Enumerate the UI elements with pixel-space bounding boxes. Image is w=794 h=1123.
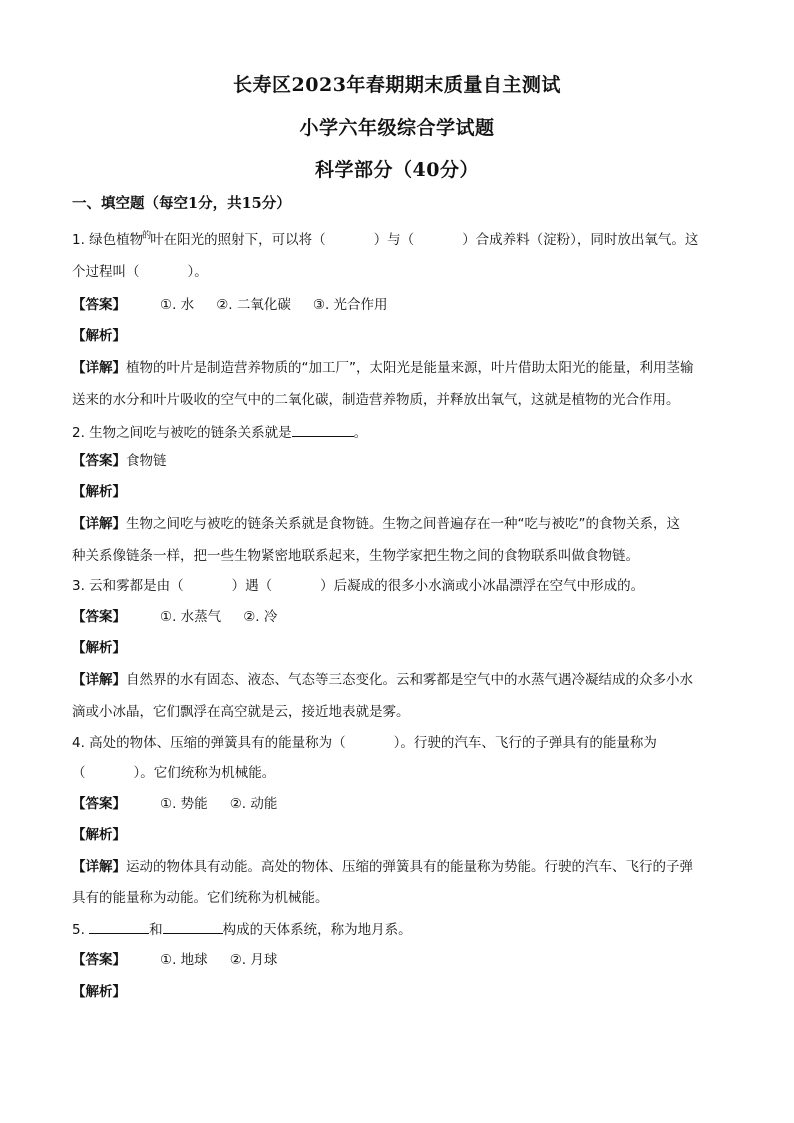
answer-option: ②. 二氧化碳 [216,297,291,313]
analysis-tag: 【解析】 [72,484,126,500]
question-3-analysis [72,638,126,658]
detail-tag: 【详解】 [72,516,126,532]
question-4-analysis [72,825,126,845]
section-title: 科学部分（40分） [315,159,479,181]
question-1-answer [72,295,388,315]
answer-tag: 【答案】 [72,952,126,968]
answer-option: ②. 冷 [243,609,278,625]
question-1-detail: 【详解】植物的叶片是制造营养物质的“加工厂”，太阳光是能量来源，叶片借助太阳光的能量，利用茎输 [72,360,694,376]
answer-option: ②. 动能 [229,796,278,812]
answer-option: ②. 月球 [229,952,278,968]
analysis-tag: 【解析】 [72,827,126,843]
section-heading: 一、填空题（每空1分，共15分） [72,195,291,212]
question-4-detail: 【详解】运动的物体具有动能。高处的物体、压缩的弹簧具有的能量称为势能。行驶的汽车、飞行的子弹 [72,859,693,875]
detail-tag: 【详解】 [72,859,126,875]
question-5-answer [72,950,277,970]
question-4-stem: 4. 高处的物体、压缩的弹簧具有的能量称为（ ）。行驶的汽车、飞行的子弹具有的能量称为 [72,735,657,751]
analysis-tag: 【解析】 [72,328,126,344]
detail-tag: 【详解】 [72,672,126,688]
question-1-stem-cont: 个过程叫（ ）。 [72,264,208,280]
question-4-answer [72,794,277,814]
answer-tag: 【答案】 [72,297,126,313]
exam-subtitle: 小学六年级综合学试题 [299,117,495,139]
question-3-detail: 【详解】自然界的水有固态、液态、气态等三态变化。云和雾都是空气中的水蒸气遇冷凝结成的众多小水 [72,672,693,688]
detail-tag: 【详解】 [72,360,126,376]
answer-option: 食物链 [126,453,167,469]
question-3-stem: 3. 云和雾都是由（ ）遇（ ）后凝成的很多小水滴或小冰晶漂浮在空气中形成的。 [72,578,645,594]
question-2-detail-cont: 种关系像链条一样，把一些生物紧密地联系起来，生物学家把生物之间的食物联系叫做食物链。 [72,548,639,564]
answer-option: ①. 地球 [160,952,208,968]
question-4-stem-cont: （ ）。它们统称为机械能。 [72,765,276,781]
question-2-analysis [72,482,126,502]
answer-option: ③. 光合作用 [312,297,388,313]
question-3-detail-cont: 滴或小冰晶，它们飘浮在高空就是云，接近地表就是雾。 [72,704,410,720]
answer-option: ①. 水蒸气 [160,609,222,625]
question-4-detail-cont: 具有的能量称为动能。它们统称为机械能。 [72,890,329,906]
analysis-tag: 【解析】 [72,984,126,1000]
analysis-tag: 【解析】 [72,640,126,656]
answer-tag: 【答案】 [72,609,126,625]
answer-tag: 【答案】 [72,796,126,812]
question-1-detail-cont: 送来的水分和叶片吸收的空气中的二氧化碳，制造营养物质，并释放出氧气，这就是植物的光合作用。 [72,392,680,408]
answer-option: ①. 水 [160,297,195,313]
answer-tag: 【答案】 [72,453,126,469]
question-1-stem: 1. 绿色植物$^的$叶在阳光的照射下，可以将（ ）与（ ）合成养料（淀粉），同时放出氧气。这 [72,231,699,248]
question-3-answer [72,607,277,627]
question-5-analysis [72,982,126,1002]
question-2-answer [72,451,167,471]
question-1-analysis [72,326,126,346]
exam-title: 长寿区2023年春期期末质量自主测试 [233,74,561,96]
question-2-stem: 2. 生物之间吃与被吃的链条关系就是 。 [72,422,367,443]
answer-option: ①. 势能 [160,796,208,812]
question-5-stem: 5. 和 构成的天体系统，称为地月系。 [72,919,412,940]
question-2-detail: 【详解】生物之间吃与被吃的链条关系就是食物链。生物之间普遍存在一种“吃与被吃”的食物关系，这 [72,516,680,532]
